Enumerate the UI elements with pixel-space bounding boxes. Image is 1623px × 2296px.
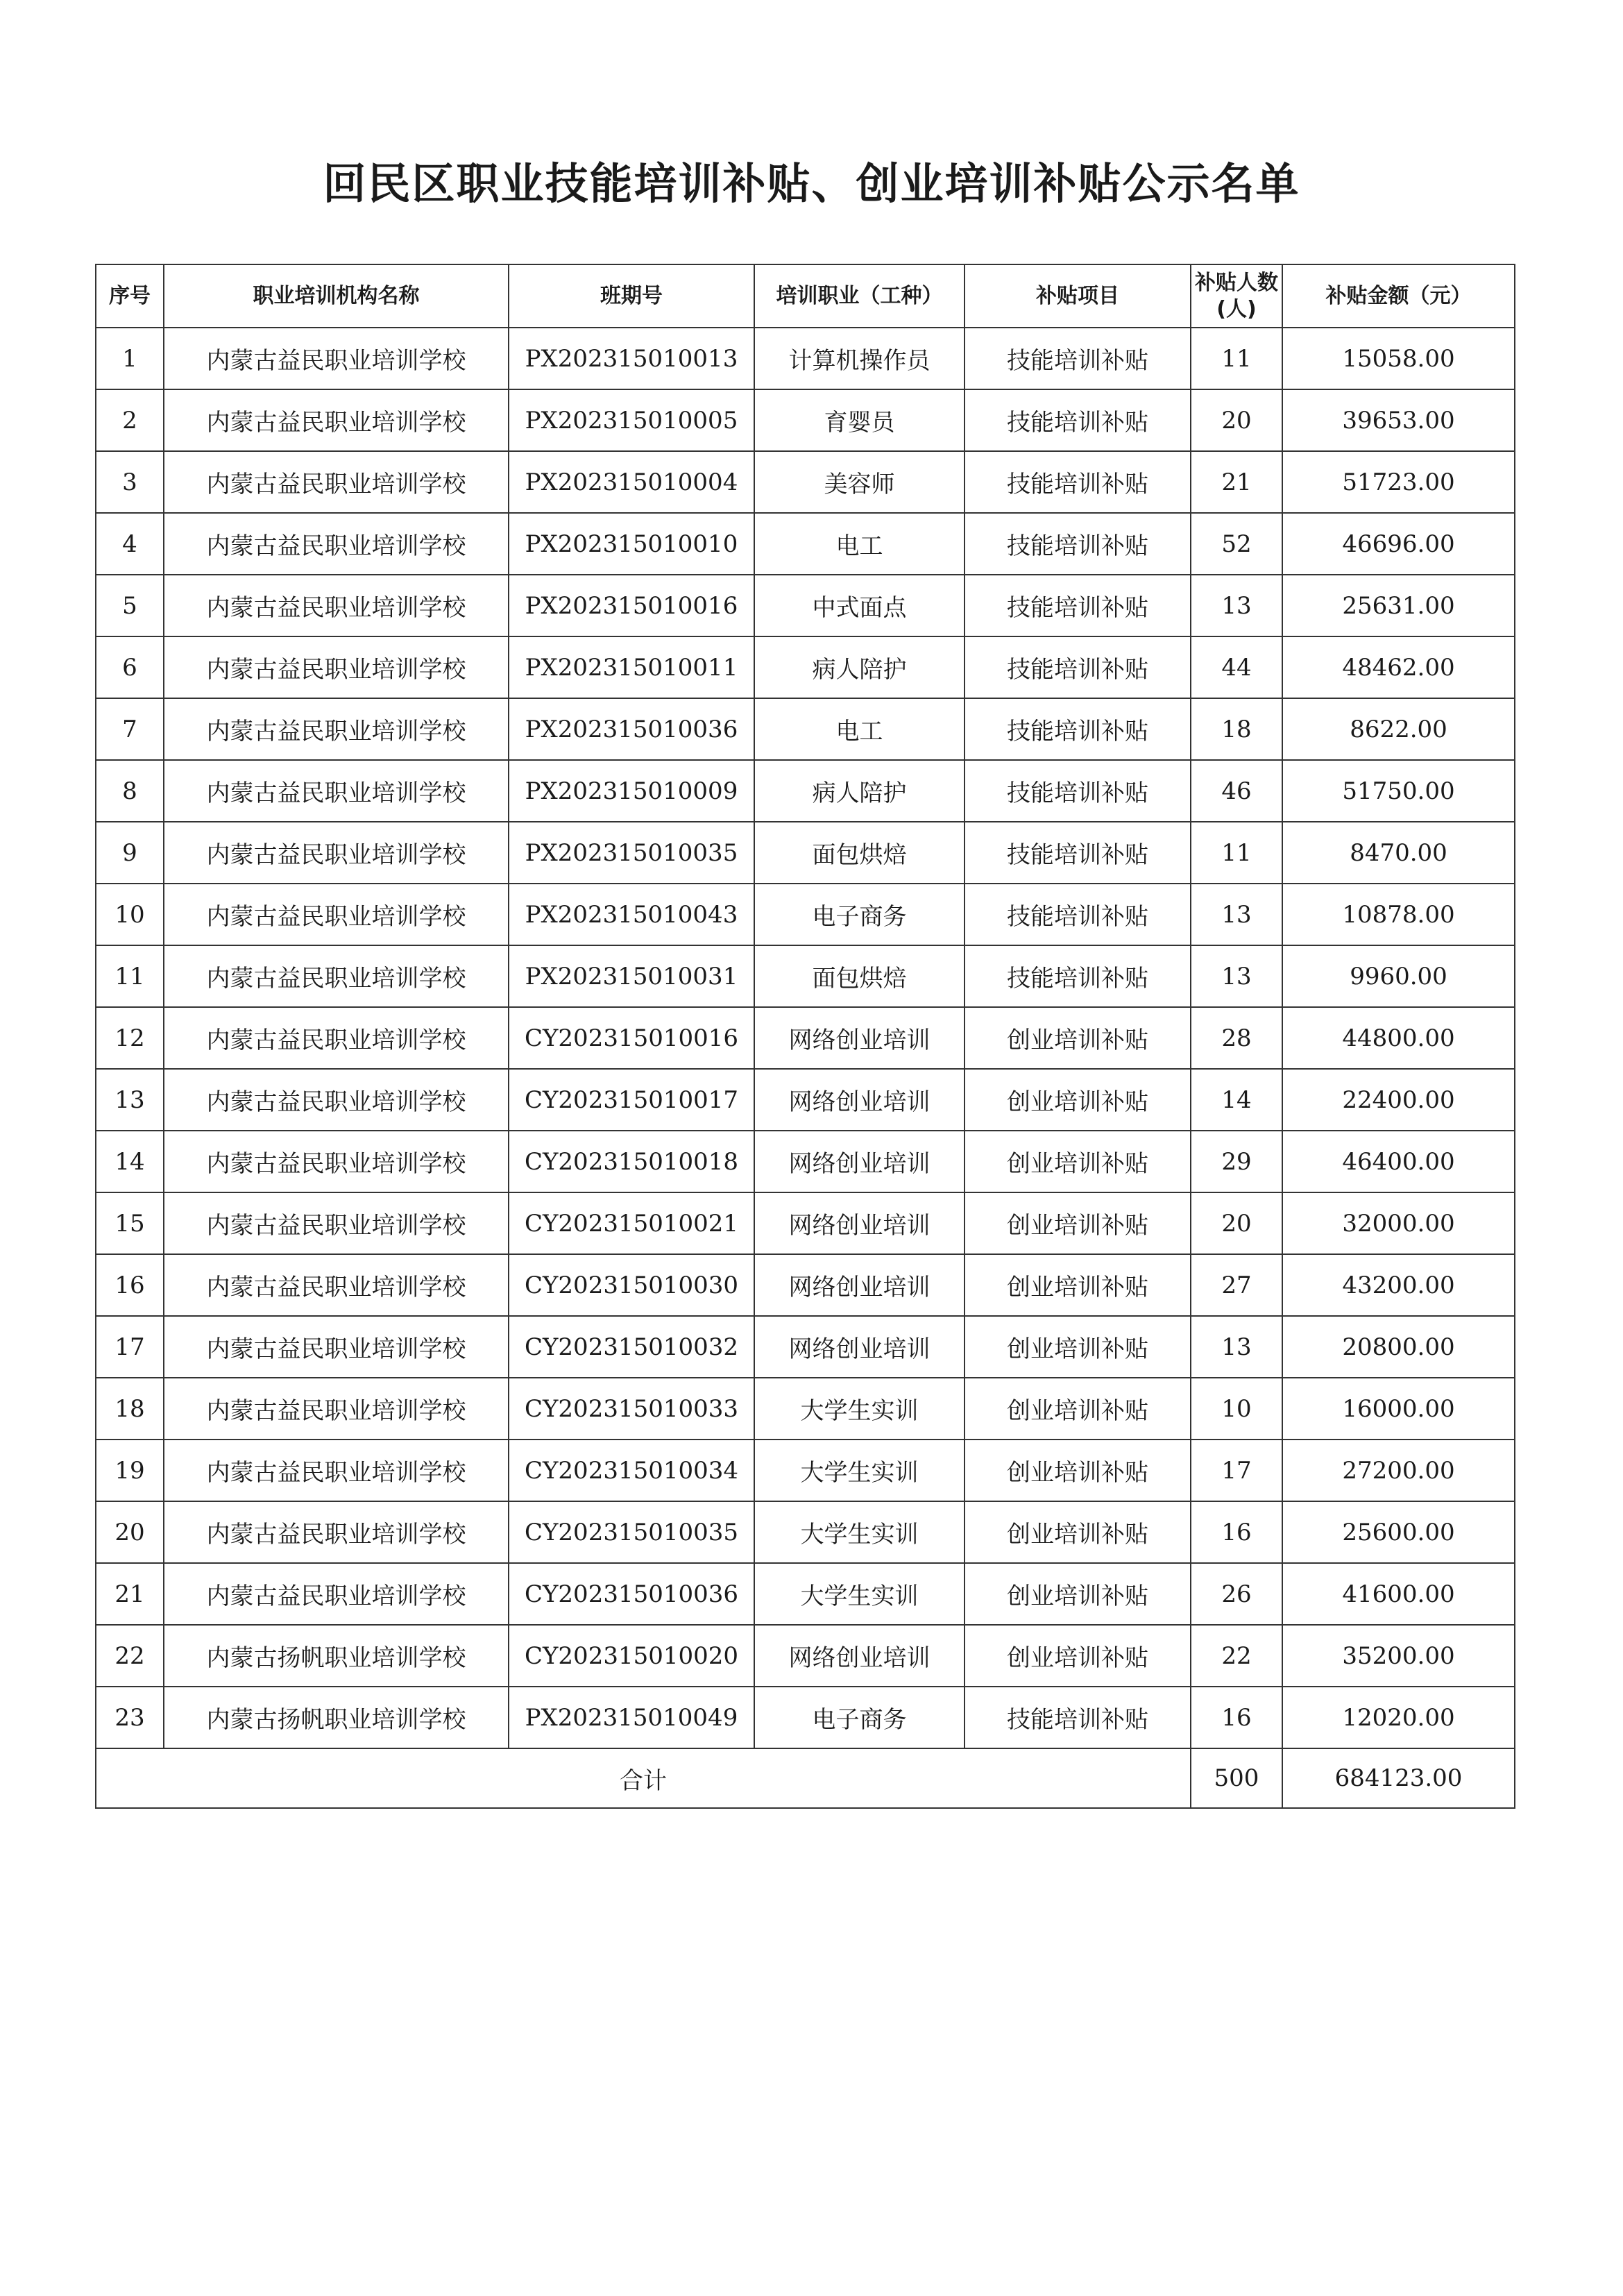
cell-people: 10 <box>1191 1378 1282 1440</box>
cell-amount: 44800.00 <box>1282 1007 1515 1069</box>
cell-occupation: 电工 <box>754 513 965 575</box>
cell-class-no: PX202315010031 <box>509 945 754 1007</box>
cell-occupation: 网络创业培训 <box>754 1007 965 1069</box>
cell-institution: 内蒙古益民职业培训学校 <box>164 1069 509 1131</box>
cell-people: 21 <box>1191 451 1282 513</box>
cell-seq: 8 <box>96 760 164 822</box>
cell-occupation: 面包烘焙 <box>754 822 965 884</box>
cell-occupation: 大学生实训 <box>754 1501 965 1563</box>
cell-amount: 46400.00 <box>1282 1131 1515 1192</box>
table-row <box>96 1254 1515 1316</box>
cell-institution: 内蒙古扬帆职业培训学校 <box>164 1687 509 1748</box>
cell-seq: 14 <box>96 1131 164 1192</box>
cell-class-no: PX202315010016 <box>509 575 754 636</box>
table-row <box>96 1563 1515 1625</box>
table-row <box>96 884 1515 945</box>
table-row <box>96 698 1515 760</box>
cell-amount: 22400.00 <box>1282 1069 1515 1131</box>
table-body <box>96 328 1515 1748</box>
cell-seq: 17 <box>96 1316 164 1378</box>
cell-people: 11 <box>1191 822 1282 884</box>
cell-occupation: 美容师 <box>754 451 965 513</box>
cell-occupation: 电子商务 <box>754 884 965 945</box>
cell-class-no: CY202315010033 <box>509 1378 754 1440</box>
table-row <box>96 451 1515 513</box>
cell-institution: 内蒙古益民职业培训学校 <box>164 1316 509 1378</box>
table-row <box>96 636 1515 698</box>
cell-class-no: PX202315010035 <box>509 822 754 884</box>
cell-amount: 43200.00 <box>1282 1254 1515 1316</box>
cell-seq: 20 <box>96 1501 164 1563</box>
cell-amount: 46696.00 <box>1282 513 1515 575</box>
cell-occupation: 育婴员 <box>754 389 965 451</box>
cell-people: 13 <box>1191 1316 1282 1378</box>
table-row <box>96 328 1515 389</box>
cell-occupation: 大学生实训 <box>754 1378 965 1440</box>
cell-seq: 16 <box>96 1254 164 1316</box>
total-amount: 684123.00 <box>1282 1748 1515 1808</box>
cell-people: 17 <box>1191 1440 1282 1501</box>
header-people: 补贴人数(人) <box>1191 264 1282 328</box>
cell-institution: 内蒙古益民职业培训学校 <box>164 822 509 884</box>
cell-seq: 9 <box>96 822 164 884</box>
header-class-no: 班期号 <box>509 264 754 328</box>
cell-class-no: CY202315010030 <box>509 1254 754 1316</box>
table-row <box>96 575 1515 636</box>
cell-people: 16 <box>1191 1501 1282 1563</box>
cell-people: 13 <box>1191 945 1282 1007</box>
cell-subsidy-item: 技能培训补贴 <box>965 513 1191 575</box>
cell-seq: 21 <box>96 1563 164 1625</box>
table-header-row <box>96 264 1515 328</box>
cell-seq: 5 <box>96 575 164 636</box>
cell-subsidy-item: 技能培训补贴 <box>965 636 1191 698</box>
cell-amount: 32000.00 <box>1282 1192 1515 1254</box>
table-row <box>96 1440 1515 1501</box>
cell-occupation: 网络创业培训 <box>754 1625 965 1687</box>
cell-institution: 内蒙古益民职业培训学校 <box>164 1440 509 1501</box>
cell-people: 18 <box>1191 698 1282 760</box>
cell-class-no: PX202315010036 <box>509 698 754 760</box>
cell-institution: 内蒙古益民职业培训学校 <box>164 945 509 1007</box>
cell-subsidy-item: 创业培训补贴 <box>965 1440 1191 1501</box>
cell-class-no: CY202315010021 <box>509 1192 754 1254</box>
cell-subsidy-item: 技能培训补贴 <box>965 884 1191 945</box>
cell-class-no: CY202315010035 <box>509 1501 754 1563</box>
table-row <box>96 1131 1515 1192</box>
cell-amount: 8622.00 <box>1282 698 1515 760</box>
table-row <box>96 1192 1515 1254</box>
table-row <box>96 760 1515 822</box>
cell-subsidy-item: 创业培训补贴 <box>965 1254 1191 1316</box>
cell-occupation: 大学生实训 <box>754 1563 965 1625</box>
cell-subsidy-item: 创业培训补贴 <box>965 1069 1191 1131</box>
cell-occupation: 病人陪护 <box>754 636 965 698</box>
cell-amount: 12020.00 <box>1282 1687 1515 1748</box>
cell-amount: 35200.00 <box>1282 1625 1515 1687</box>
cell-amount: 39653.00 <box>1282 389 1515 451</box>
cell-seq: 23 <box>96 1687 164 1748</box>
table-row <box>96 1501 1515 1563</box>
cell-people: 26 <box>1191 1563 1282 1625</box>
cell-seq: 10 <box>96 884 164 945</box>
cell-occupation: 病人陪护 <box>754 760 965 822</box>
cell-institution: 内蒙古益民职业培训学校 <box>164 575 509 636</box>
cell-people: 28 <box>1191 1007 1282 1069</box>
cell-class-no: CY202315010032 <box>509 1316 754 1378</box>
cell-amount: 48462.00 <box>1282 636 1515 698</box>
cell-people: 11 <box>1191 328 1282 389</box>
cell-subsidy-item: 技能培训补贴 <box>965 451 1191 513</box>
table-row <box>96 1687 1515 1748</box>
cell-institution: 内蒙古益民职业培训学校 <box>164 1007 509 1069</box>
cell-class-no: PX202315010049 <box>509 1687 754 1748</box>
cell-institution: 内蒙古益民职业培训学校 <box>164 328 509 389</box>
cell-institution: 内蒙古益民职业培训学校 <box>164 1192 509 1254</box>
cell-seq: 7 <box>96 698 164 760</box>
cell-occupation: 网络创业培训 <box>754 1131 965 1192</box>
cell-class-no: CY202315010036 <box>509 1563 754 1625</box>
total-label: 合计 <box>96 1748 1191 1808</box>
cell-seq: 11 <box>96 945 164 1007</box>
cell-subsidy-item: 技能培训补贴 <box>965 1687 1191 1748</box>
cell-amount: 41600.00 <box>1282 1563 1515 1625</box>
cell-subsidy-item: 创业培训补贴 <box>965 1563 1191 1625</box>
cell-people: 13 <box>1191 884 1282 945</box>
cell-amount: 51723.00 <box>1282 451 1515 513</box>
cell-class-no: CY202315010017 <box>509 1069 754 1131</box>
cell-class-no: PX202315010011 <box>509 636 754 698</box>
table-row <box>96 1316 1515 1378</box>
cell-seq: 12 <box>96 1007 164 1069</box>
cell-subsidy-item: 创业培训补贴 <box>965 1316 1191 1378</box>
cell-subsidy-item: 技能培训补贴 <box>965 822 1191 884</box>
cell-amount: 20800.00 <box>1282 1316 1515 1378</box>
table-row <box>96 513 1515 575</box>
cell-people: 20 <box>1191 389 1282 451</box>
cell-amount: 15058.00 <box>1282 328 1515 389</box>
cell-class-no: PX202315010005 <box>509 389 754 451</box>
cell-institution: 内蒙古益民职业培训学校 <box>164 451 509 513</box>
cell-institution: 内蒙古益民职业培训学校 <box>164 389 509 451</box>
cell-seq: 22 <box>96 1625 164 1687</box>
cell-people: 52 <box>1191 513 1282 575</box>
cell-seq: 13 <box>96 1069 164 1131</box>
header-occupation: 培训职业（工种） <box>754 264 965 328</box>
header-institution: 职业培训机构名称 <box>164 264 509 328</box>
cell-occupation: 网络创业培训 <box>754 1254 965 1316</box>
cell-seq: 2 <box>96 389 164 451</box>
table-row <box>96 1625 1515 1687</box>
header-seq: 序号 <box>96 264 164 328</box>
cell-people: 44 <box>1191 636 1282 698</box>
cell-class-no: CY202315010016 <box>509 1007 754 1069</box>
subsidy-table <box>95 264 1515 1809</box>
table-row <box>96 389 1515 451</box>
cell-amount: 10878.00 <box>1282 884 1515 945</box>
cell-class-no: CY202315010018 <box>509 1131 754 1192</box>
cell-seq: 6 <box>96 636 164 698</box>
cell-people: 16 <box>1191 1687 1282 1748</box>
cell-institution: 内蒙古益民职业培训学校 <box>164 636 509 698</box>
cell-subsidy-item: 技能培训补贴 <box>965 575 1191 636</box>
cell-seq: 15 <box>96 1192 164 1254</box>
cell-subsidy-item: 技能培训补贴 <box>965 760 1191 822</box>
table-row <box>96 822 1515 884</box>
cell-institution: 内蒙古益民职业培训学校 <box>164 1254 509 1316</box>
cell-amount: 16000.00 <box>1282 1378 1515 1440</box>
cell-institution: 内蒙古扬帆职业培训学校 <box>164 1625 509 1687</box>
cell-subsidy-item: 创业培训补贴 <box>965 1007 1191 1069</box>
cell-subsidy-item: 创业培训补贴 <box>965 1131 1191 1192</box>
table-row <box>96 945 1515 1007</box>
cell-occupation: 电子商务 <box>754 1687 965 1748</box>
cell-amount: 27200.00 <box>1282 1440 1515 1501</box>
cell-subsidy-item: 创业培训补贴 <box>965 1378 1191 1440</box>
cell-amount: 8470.00 <box>1282 822 1515 884</box>
cell-occupation: 网络创业培训 <box>754 1192 965 1254</box>
table-row <box>96 1378 1515 1440</box>
cell-class-no: PX202315010013 <box>509 328 754 389</box>
cell-occupation: 面包烘焙 <box>754 945 965 1007</box>
cell-amount: 25631.00 <box>1282 575 1515 636</box>
cell-people: 22 <box>1191 1625 1282 1687</box>
cell-class-no: CY202315010034 <box>509 1440 754 1501</box>
cell-people: 46 <box>1191 760 1282 822</box>
cell-subsidy-item: 创业培训补贴 <box>965 1501 1191 1563</box>
header-subsidy-item: 补贴项目 <box>965 264 1191 328</box>
cell-people: 20 <box>1191 1192 1282 1254</box>
cell-occupation: 计算机操作员 <box>754 328 965 389</box>
cell-subsidy-item: 技能培训补贴 <box>965 328 1191 389</box>
cell-occupation: 网络创业培训 <box>754 1069 965 1131</box>
table-row <box>96 1007 1515 1069</box>
cell-institution: 内蒙古益民职业培训学校 <box>164 884 509 945</box>
cell-class-no: PX202315010009 <box>509 760 754 822</box>
cell-class-no: PX202315010010 <box>509 513 754 575</box>
cell-institution: 内蒙古益民职业培训学校 <box>164 760 509 822</box>
cell-seq: 1 <box>96 328 164 389</box>
cell-occupation: 大学生实训 <box>754 1440 965 1501</box>
page-title: 回民区职业技能培训补贴、创业培训补贴公示名单 <box>323 158 1300 209</box>
cell-institution: 内蒙古益民职业培训学校 <box>164 1501 509 1563</box>
cell-people: 14 <box>1191 1069 1282 1131</box>
cell-institution: 内蒙古益民职业培训学校 <box>164 1378 509 1440</box>
cell-seq: 4 <box>96 513 164 575</box>
cell-subsidy-item: 技能培训补贴 <box>965 389 1191 451</box>
table-row <box>96 1069 1515 1131</box>
cell-seq: 19 <box>96 1440 164 1501</box>
cell-institution: 内蒙古益民职业培训学校 <box>164 1563 509 1625</box>
cell-amount: 25600.00 <box>1282 1501 1515 1563</box>
cell-institution: 内蒙古益民职业培训学校 <box>164 1131 509 1192</box>
cell-subsidy-item: 技能培训补贴 <box>965 945 1191 1007</box>
cell-subsidy-item: 技能培训补贴 <box>965 698 1191 760</box>
cell-people: 29 <box>1191 1131 1282 1192</box>
total-people: 500 <box>1191 1748 1282 1808</box>
cell-institution: 内蒙古益民职业培训学校 <box>164 513 509 575</box>
cell-amount: 9960.00 <box>1282 945 1515 1007</box>
cell-class-no: PX202315010004 <box>509 451 754 513</box>
cell-subsidy-item: 创业培训补贴 <box>965 1625 1191 1687</box>
cell-class-no: PX202315010043 <box>509 884 754 945</box>
cell-occupation: 中式面点 <box>754 575 965 636</box>
cell-class-no: CY202315010020 <box>509 1625 754 1687</box>
cell-seq: 3 <box>96 451 164 513</box>
total-row <box>96 1748 1515 1808</box>
header-amount: 补贴金额（元） <box>1282 264 1515 328</box>
cell-occupation: 电工 <box>754 698 965 760</box>
cell-seq: 18 <box>96 1378 164 1440</box>
cell-amount: 51750.00 <box>1282 760 1515 822</box>
cell-occupation: 网络创业培训 <box>754 1316 965 1378</box>
cell-subsidy-item: 创业培训补贴 <box>965 1192 1191 1254</box>
cell-people: 27 <box>1191 1254 1282 1316</box>
cell-people: 13 <box>1191 575 1282 636</box>
cell-institution: 内蒙古益民职业培训学校 <box>164 698 509 760</box>
